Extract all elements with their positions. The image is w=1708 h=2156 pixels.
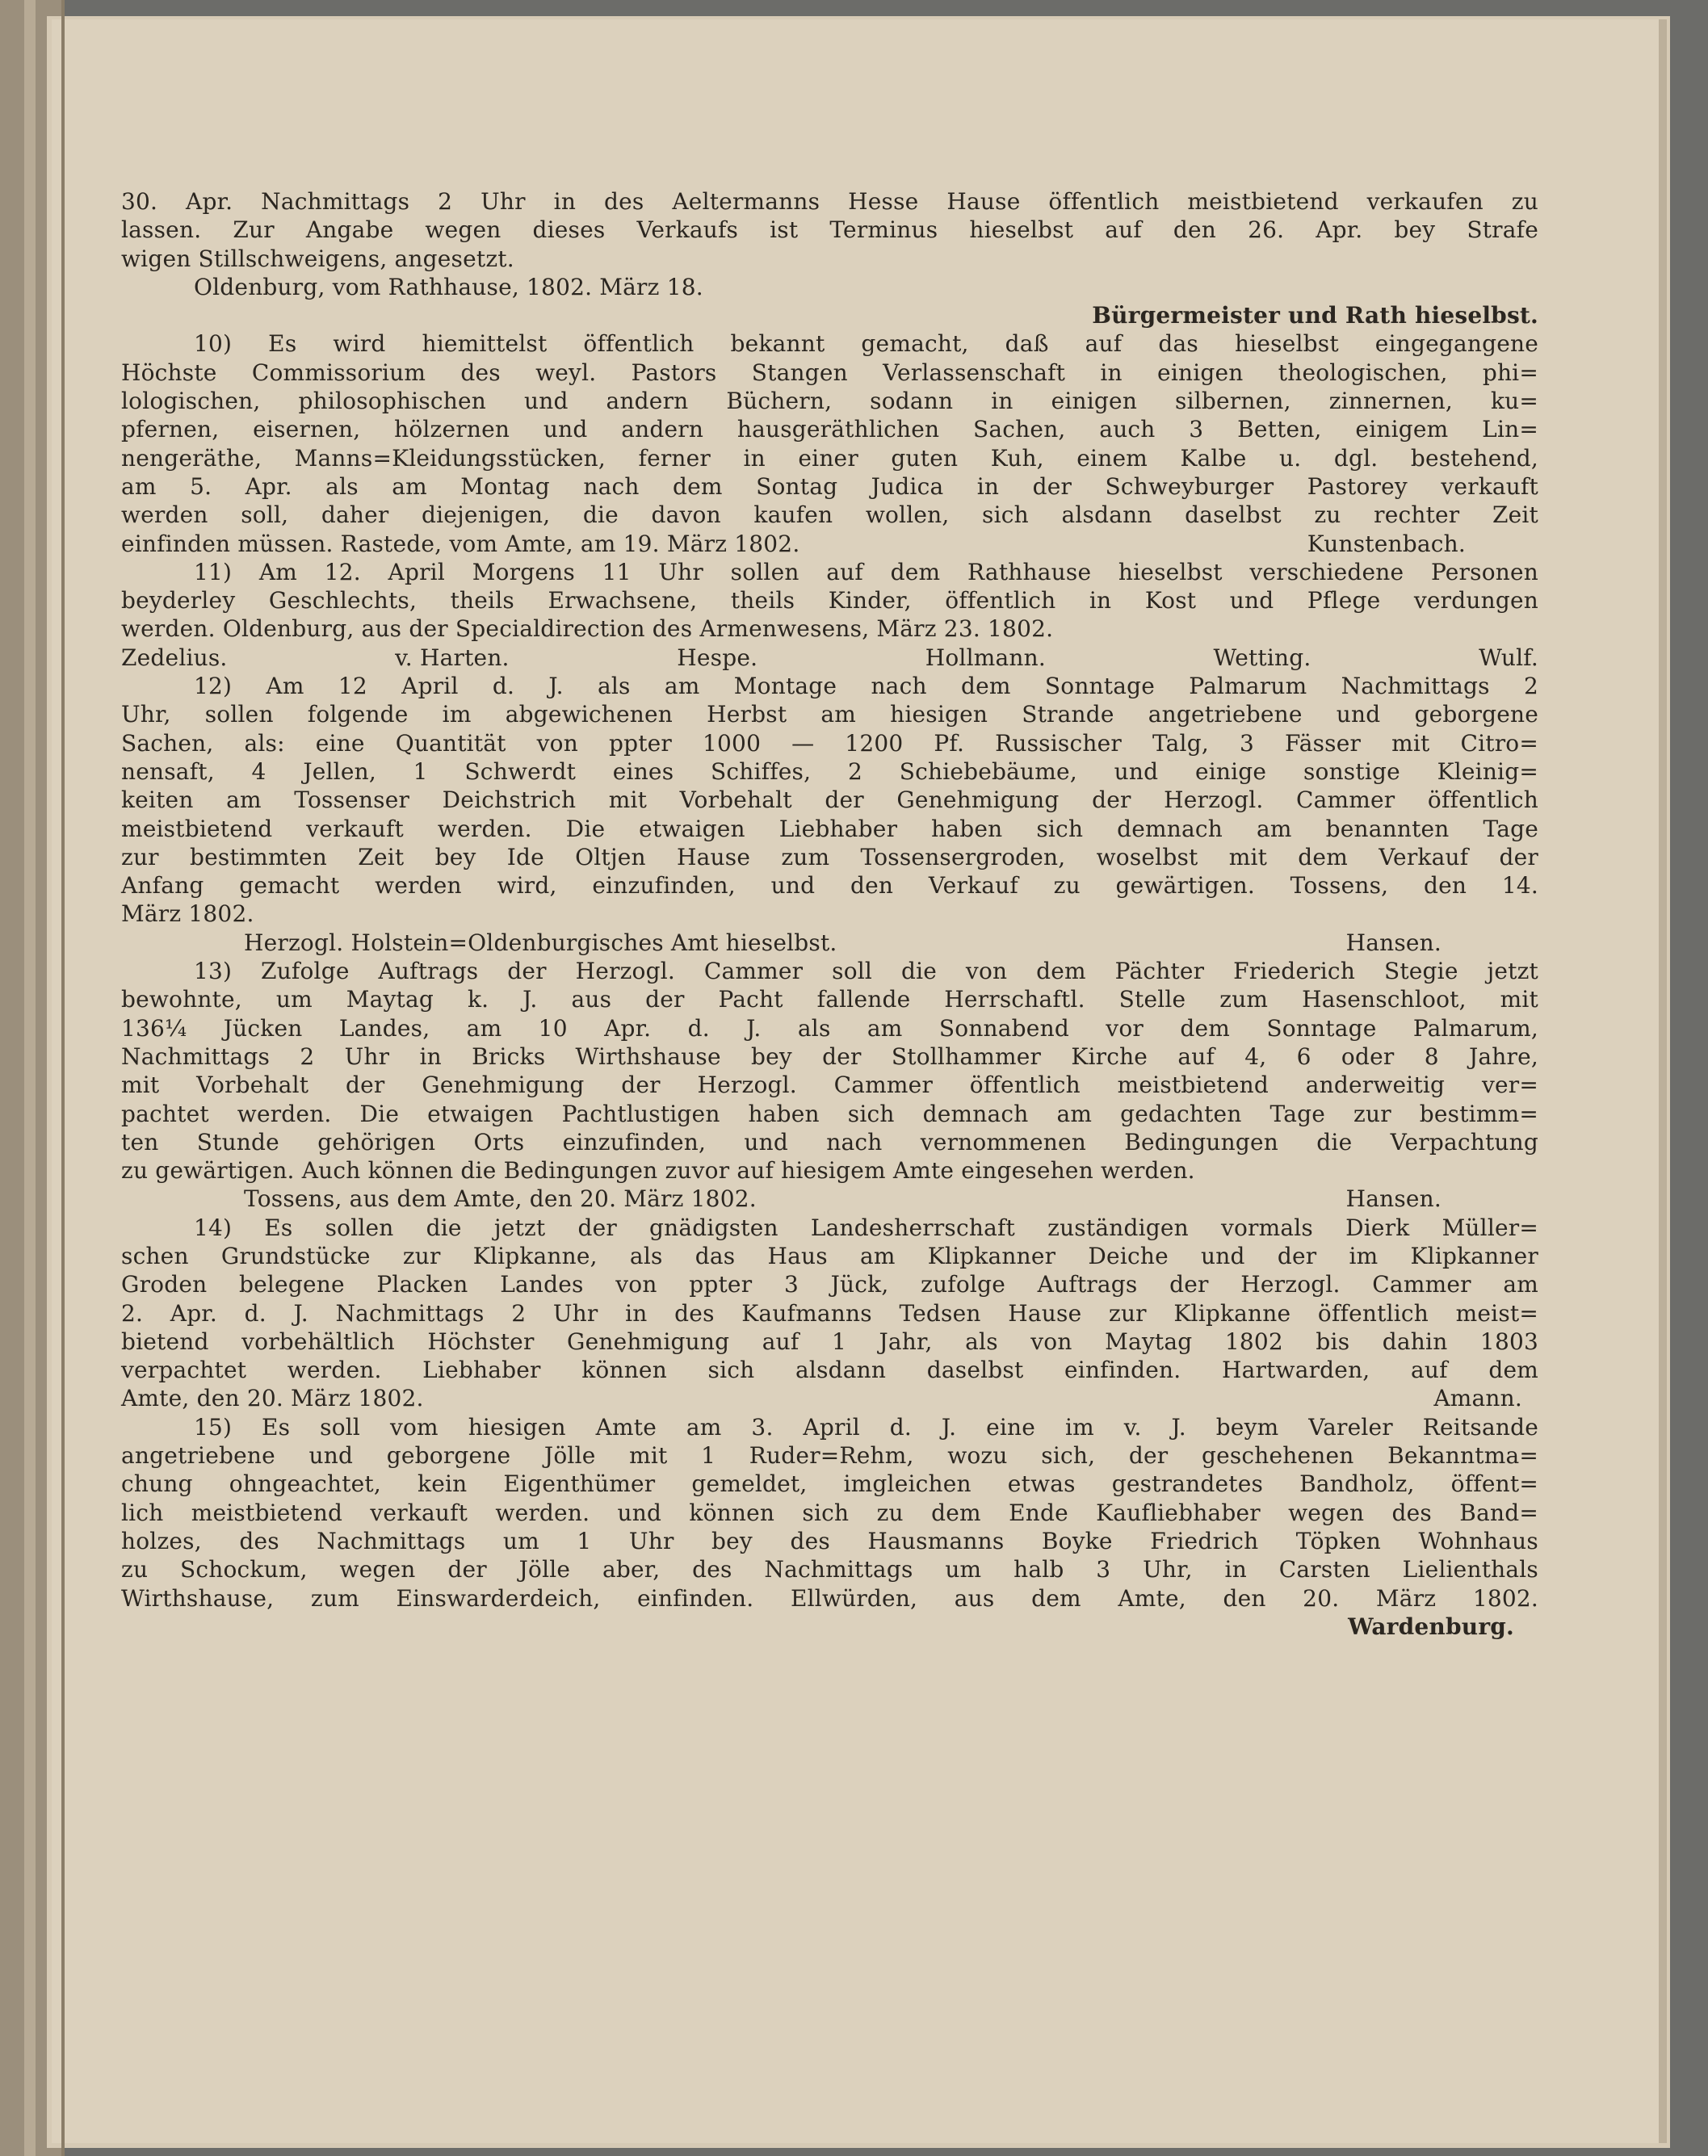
- notice-14: [121, 1214, 1538, 1413]
- text-line: zu Schockum, wegen der Jölle aber, des Nachmittags um halb 3 Uhr, in Carsten Lielienthals: [121, 1556, 1538, 1583]
- notice-continuation: [121, 187, 1538, 329]
- text-line: Höchste Commissorium des weyl. Pastors Stangen Verlassenschaft in einigen theologischen, phi=: [121, 359, 1538, 386]
- signature: Wulf.: [1479, 644, 1538, 671]
- text-line: 15) Es soll vom hiesigen Amte am 3. April d. J. eine im v. J. beym Vareler Reitsande: [194, 1413, 1538, 1441]
- text-line: lich meistbietend verkauft werden. und können sich zu dem Ende Kaufliebhaber wegen des Band=: [121, 1499, 1538, 1526]
- text-line: 2. Apr. d. J. Nachmittags 2 Uhr in des Kaufmanns Tedsen Hause zur Klipkanne öffentlich meist=: [121, 1299, 1538, 1327]
- text-line: Groden belegene Placken Landes von ppter 3 Jück, zufolge Auftrags der Herzogl. Cammer am: [121, 1271, 1538, 1298]
- text-line: zur bestimmten Zeit bey Ide Oltjen Hause zum Tossensergroden, woselbst mit dem Verkauf der: [121, 843, 1538, 870]
- signature: v. Harten.: [395, 644, 510, 671]
- text-line: verpachtet werden. Liebhaber können sich alsdann daselbst einfinden. Hartwarden, auf dem: [121, 1357, 1538, 1384]
- signature: Hansen.: [1345, 929, 1442, 956]
- newspaper-page: [48, 50, 1660, 2141]
- authority-row: [121, 929, 1538, 957]
- notice-11: [121, 558, 1538, 672]
- text-line: Amte, den 20. März 1802.: [121, 1385, 424, 1412]
- text-line: nensaft, 4 Jellen, 1 Schwerdt eines Schiffes, 2 Schiebebäume, und einige sonstige Kleinig=: [121, 757, 1538, 785]
- text-line: lassen. Zur Angabe wegen dieses Verkaufs ist Terminus hieselbst auf den 26. Apr. bey Strafe: [121, 216, 1538, 244]
- text-line: Sachen, als: eine Quantität von ppter 1000 — 1200 Pf. Russischer Talg, 3 Fässer mit Citro=: [121, 729, 1538, 757]
- text-line: werden. Oldenburg, aus der Specialdirection des Armenwesens, März 23. 1802.: [121, 615, 1054, 643]
- text-line: Nachmittags 2 Uhr in Bricks Wirthshause bey der Stollhammer Kirche auf 4, 6 oder 8 Jahre,: [121, 1042, 1538, 1070]
- text-line: keiten am Tossenser Deichstrich mit Vorbehalt der Genehmigung der Herzogl. Cammer öffentlich: [121, 786, 1538, 814]
- signature: Bürgermeister und Rath hieselbst.: [1092, 302, 1538, 329]
- signature-row: [121, 644, 1538, 672]
- text-line: holzes, des Nachmittags um 1 Uhr bey des Hausmanns Boyke Friedrich Töpken Wohnhaus: [121, 1527, 1538, 1554]
- signature: Hansen.: [1345, 1185, 1442, 1213]
- notice-13: [121, 957, 1538, 1214]
- text-line: pachtet werden. Die etwaigen Pachtlustigen haben sich demnach am gedachten Tage zur bestimm=: [121, 1100, 1538, 1127]
- authority: Herzogl. Holstein=Oldenburgisches Amt hieselbst.: [244, 929, 837, 956]
- text-line: 10) Es wird hiemittelst öffentlich bekannt gemacht, daß auf das hieselbst eingegangene: [194, 330, 1538, 358]
- signature: Hollmann.: [925, 644, 1046, 671]
- text-line: 11) Am 12. April Morgens 11 Uhr sollen auf dem Rathhause hieselbst verschiedene Personen: [194, 558, 1538, 585]
- text-line: zu gewärtigen. Auch können die Bedingungen zuvor auf hiesigem Amte eingesehen werden.: [121, 1157, 1195, 1185]
- text-line: 12) Am 12 April d. J. als am Montage nach dem Sonntage Palmarum Nachmittags 2: [194, 673, 1538, 700]
- notice-12: [121, 672, 1538, 957]
- text-line: Anfang gemacht werden wird, einzufinden, und den Verkauf zu gewärtigen. Tossens, den 14.: [121, 872, 1538, 900]
- signature: Wardenburg.: [1348, 1613, 1514, 1640]
- text-line: bewohnte, um Maytag k. J. aus der Pacht fallende Herrschaftl. Stelle zum Hasenschloot, mit: [121, 986, 1538, 1013]
- place-date: Oldenburg, vom Rathhause, 1802. März 18.: [194, 273, 703, 300]
- signature: Wetting.: [1213, 644, 1311, 671]
- text-line: pfernen, eisernen, hölzernen und andern hausgeräthlichen Sachen, auch 3 Betten, einigem Lin=: [121, 416, 1538, 443]
- signature: Kunstenbach.: [1307, 530, 1466, 557]
- text-line: am 5. Apr. als am Montag nach dem Sontag Judica in der Schweyburger Pastorey verkauft: [121, 472, 1538, 500]
- text-line: 13) Zufolge Auftrags der Herzogl. Cammer soll die von dem Pächter Friederich Stegie jetzt: [194, 958, 1538, 985]
- text-line: 30. Apr. Nachmittags 2 Uhr in des Aeltermanns Hesse Hause öffentlich meistbietend verkaufen zu: [121, 188, 1538, 215]
- text-line: angetriebene und geborgene Jölle mit 1 Ruder=Rehm, wozu sich, der geschehenen Bekanntma=: [121, 1442, 1538, 1470]
- text-line: werden soll, daher diejenigen, die davon kaufen wollen, sich alsdann daselbst zu rechter Zeit: [121, 501, 1538, 529]
- place-date-row: [121, 1185, 1538, 1213]
- text-line: 14) Es sollen die jetzt der gnädigsten Landesherrschaft zuständigen vormals Dierk Müller=: [194, 1214, 1538, 1241]
- text-line: Uhr, sollen folgende im abgewichenen Herbst am hiesigen Strande angetriebene und geborgene: [121, 701, 1538, 728]
- text-line-with-signature: [121, 1384, 1538, 1412]
- signature: Zedelius.: [121, 644, 228, 671]
- notice-15: [121, 1413, 1538, 1641]
- text-line: beyderley Geschlechts, theils Erwachsene, theils Kinder, öffentlich in Kost und Pflege verdungen: [121, 587, 1538, 615]
- text-line: bietend vorbehältlich Höchster Genehmigung auf 1 Jahr, als von Maytag 1802 bis dahin 1803: [121, 1328, 1538, 1355]
- text-line: 136¼ Jücken Landes, am 10 Apr. d. J. als am Sonnabend vor dem Sonntage Palmarum,: [121, 1014, 1538, 1042]
- text-line: wigen Stillschweigens, angesetzt.: [121, 245, 514, 272]
- text-line: März 1802.: [121, 900, 254, 928]
- place-date: Tossens, aus dem Amte, den 20. März 1802.: [244, 1185, 757, 1213]
- text-line: Wirthshause, zum Einswarderdeich, einfinden. Ellwürden, aus dem Amte, den 20. März 1802.: [121, 1584, 1538, 1612]
- signature: Hespe.: [677, 644, 758, 671]
- notice-10: [121, 329, 1538, 557]
- signature: Amann.: [1433, 1385, 1522, 1412]
- text-line: nengeräthe, Manns=Kleidungsstücken, ferner in einer guten Kuh, einem Kalbe u. dgl. bestehend,: [121, 444, 1538, 472]
- text-line-with-signature: [121, 530, 1538, 558]
- text-line: meistbietend verkauft werden. Die etwaigen Liebhaber haben sich demnach am benannten Tage: [121, 815, 1538, 842]
- text-line: chung ohngeachtet, kein Eigenthümer gemeldet, imgleichen etwas gestrandetes Bandholz, öffent=: [121, 1470, 1538, 1498]
- text-line: ten Stunde gehörigen Orts einzufinden, und nach vernommenen Bedingungen die Verpachtung: [121, 1128, 1538, 1156]
- text-line: schen Grundstücke zur Klipkanne, als das Haus am Klipkanner Deiche und der im Klipkanner: [121, 1242, 1538, 1269]
- text-line: lologischen, philosophischen und andern Büchern, sodann in einigen silbernen, zinnernen, ku=: [121, 388, 1538, 415]
- text-line: mit Vorbehalt der Genehmigung der Herzogl. Cammer öffentlich meistbietend anderweitig ver=: [121, 1072, 1538, 1099]
- text-line: einfinden müssen. Rastede, vom Amte, am 19. März 1802.: [121, 530, 800, 557]
